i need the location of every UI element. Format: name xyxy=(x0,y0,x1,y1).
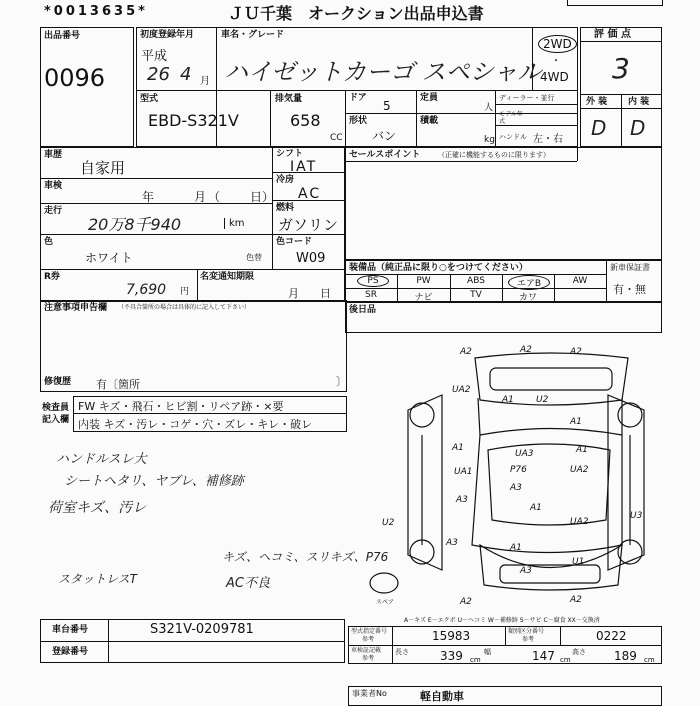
lot-number: 0096 xyxy=(44,64,106,92)
svg-text:A3: A3 xyxy=(456,495,468,505)
class-label: 類別区分番号 xyxy=(508,628,545,635)
inspection-paren-open: （ xyxy=(208,190,221,204)
recycle-unit: 円 xyxy=(180,287,190,297)
svg-text:UA1: UA1 xyxy=(454,467,473,477)
drive-2wd[interactable]: 2WD xyxy=(538,35,577,53)
fuel-label: 燃料 xyxy=(276,203,295,213)
height-unit: cm xyxy=(644,656,655,664)
length-unit: cm xyxy=(470,656,481,664)
interior-label: 内 装 xyxy=(628,97,650,107)
width-unit: cm xyxy=(560,656,571,664)
model-label: 型式 xyxy=(140,94,159,104)
equip-aw[interactable]: AW xyxy=(572,276,588,286)
form-serial: *0013635* xyxy=(44,4,148,19)
repair-close: 〕 xyxy=(336,375,347,388)
inspector-label-2: 記入欄 xyxy=(42,415,70,425)
chassis-label: 車台番号 xyxy=(52,625,89,635)
doors-value: 5 xyxy=(383,99,391,113)
inspection-month: 月 xyxy=(194,190,207,204)
hand-note-1: ハンドルスレ大 xyxy=(56,452,147,467)
height-value: 189 xyxy=(614,649,637,663)
equip-ps[interactable]: PS xyxy=(357,275,389,287)
color-code-label: 色コード xyxy=(276,237,313,247)
inspector-label-1: 検査員 xyxy=(42,403,70,413)
notes-box xyxy=(40,300,347,392)
color-value: ホワイト xyxy=(85,251,133,265)
car-damage-diagram xyxy=(360,340,660,615)
load-label: 積載 xyxy=(420,116,439,126)
svg-text:UA2: UA2 xyxy=(452,385,471,395)
equip-airbag[interactable]: エアB xyxy=(508,275,550,290)
spare-label: スペア xyxy=(376,599,395,606)
repair-value: 有〔箇所 xyxy=(96,378,140,391)
capacity-unit: 人 xyxy=(484,103,494,113)
first-reg-era: 平成 xyxy=(141,49,168,64)
hand-note-5: スタットレスT xyxy=(58,572,137,586)
form-title: ＪＵ千葉 オークション出品申込書 xyxy=(228,4,484,23)
length-label: 長さ xyxy=(395,648,409,656)
equip-leather[interactable]: カワ xyxy=(518,293,537,303)
svg-text:A2: A2 xyxy=(460,597,472,607)
model-value: EBD-S321V xyxy=(148,111,239,130)
first-reg-month: 4 xyxy=(180,64,192,85)
width-label: 幅 xyxy=(484,648,491,656)
load-unit: kg xyxy=(484,135,495,145)
shape-value: バン xyxy=(372,129,397,143)
svg-text:A2: A2 xyxy=(570,347,582,357)
class-value: 0222 xyxy=(596,629,627,643)
shape-label: 形状 xyxy=(349,116,368,126)
equip-navi[interactable]: ナビ xyxy=(414,293,433,303)
evaluation-score: 3 xyxy=(612,52,630,85)
car-name-value: ハイゼットカーゴ スペシャル xyxy=(224,58,542,86)
equip-abs[interactable]: ABS xyxy=(467,276,485,286)
rear-item-box xyxy=(345,302,662,333)
svg-text:A2: A2 xyxy=(520,345,532,355)
svg-text:U2: U2 xyxy=(382,518,395,528)
handle-label: ハンドル xyxy=(499,133,527,141)
inspection-day: 日 xyxy=(250,190,263,204)
damage-legend: A－キズ E－エクボ U－ヘコミ W－補修跡 S－サビ C－腐食 XX－交換済 xyxy=(404,617,600,624)
history-value: 自家用 xyxy=(80,159,126,177)
footer-label: 事業者No xyxy=(352,689,387,698)
aircon-value: AC xyxy=(298,186,322,202)
notes-sub: （不具合箇所の場合は具体的に記入して下さい） xyxy=(118,304,251,311)
notice-month: 月 xyxy=(288,287,299,300)
sales-point-note: （正確に機能するものに限ります） xyxy=(438,151,550,159)
history-label: 車歴 xyxy=(44,150,63,160)
equip-tv[interactable]: TV xyxy=(470,290,482,300)
inspector-fw-row: FW キズ・飛石・ヒビ割・リペア跡・×要 xyxy=(78,400,284,413)
footer-value: 軽自動車 xyxy=(420,690,464,703)
svg-text:A2: A2 xyxy=(570,595,582,605)
equip-sr[interactable]: SR xyxy=(365,290,377,300)
displacement-unit: CC xyxy=(330,133,343,143)
aircon-label: 冷房 xyxy=(276,175,295,185)
displacement-label: 排気量 xyxy=(275,94,303,104)
recycle-value: 7,690 xyxy=(126,282,167,298)
inspector-interior-row: 内装 キズ・汚レ・コゲ・穴・ズレ・キレ・破レ xyxy=(78,418,313,431)
hand-note-6: AC不良 xyxy=(226,576,270,591)
rear-item-label: 後日品 xyxy=(349,305,377,315)
car-name-label: 車名・グレード xyxy=(221,30,285,40)
svg-text:A2: A2 xyxy=(460,347,472,357)
mileage-label: 走行 xyxy=(44,206,63,216)
reg-label: 登録番号 xyxy=(52,647,89,657)
repair-label: 修復歴 xyxy=(44,377,72,387)
svg-text:U1: U1 xyxy=(572,557,585,567)
height-label: 高さ xyxy=(572,648,586,656)
equipment-label: 装備品（純正品に限り○をつけてください） xyxy=(349,263,528,273)
warranty-label: 新車保証書 xyxy=(610,263,650,272)
inspection-label: 車検 xyxy=(44,181,63,191)
exterior-grade: D xyxy=(591,116,607,140)
svg-text:U3: U3 xyxy=(630,511,643,521)
dims-sub: 参考 xyxy=(362,655,375,662)
inspection-year: 年 xyxy=(142,190,155,204)
drive-4wd[interactable]: 4WD xyxy=(540,70,569,84)
warranty-value[interactable]: 有・無 xyxy=(613,283,646,296)
color-code-value: W09 xyxy=(296,251,326,266)
mileage-value: 20万8千940 xyxy=(88,215,182,234)
mileage-unit: km xyxy=(224,218,245,229)
first-reg-month-unit: 月 xyxy=(200,76,210,87)
notes-label: 注意事項申告欄 xyxy=(44,303,108,313)
first-reg-year: 26 xyxy=(147,64,170,85)
evaluation-label: 評 価 点 xyxy=(594,29,631,40)
drive-dot: ・ xyxy=(551,56,561,67)
equip-pw[interactable]: PW xyxy=(416,276,431,286)
inspection-paren-close: ） xyxy=(262,190,275,204)
lot-label: 出品番号 xyxy=(44,31,81,41)
type-cert-label: 型式指定番号 xyxy=(351,628,388,635)
chassis-value: S321V-0209781 xyxy=(150,622,254,637)
notice-label: 名変通知期限 xyxy=(200,272,255,282)
svg-text:UA3: UA3 xyxy=(515,449,534,459)
hand-note-3: 荷室キズ、汚レ xyxy=(48,500,147,516)
svg-text:A3: A3 xyxy=(510,483,522,493)
first-reg-label: 初度登録年月 xyxy=(140,30,195,40)
header-corner-box xyxy=(567,0,663,6)
svg-text:A3: A3 xyxy=(520,566,532,576)
svg-text:A1: A1 xyxy=(530,503,542,513)
dealer-label: ディーラー・並行 xyxy=(499,94,555,102)
svg-text:UA2: UA2 xyxy=(570,517,589,527)
type-cert-value: 15983 xyxy=(432,629,471,643)
doors-label: ドア xyxy=(349,93,367,103)
svg-text:P76: P76 xyxy=(510,465,527,475)
hand-note-4: キズ、ヘコミ、スリキズ、P76 xyxy=(222,550,389,564)
svg-text:A1: A1 xyxy=(570,417,582,427)
recycle-label: R券 xyxy=(44,272,60,282)
shift-label: シフト xyxy=(276,149,304,159)
handle-value: 左・右 xyxy=(533,134,563,145)
model-year-label: モデル年式 xyxy=(499,111,523,125)
interior-grade: D xyxy=(630,116,646,140)
color-change-label: 色替 xyxy=(246,253,262,262)
notice-day: 日 xyxy=(320,287,331,300)
length-value: 339 xyxy=(440,649,463,663)
svg-text:U2: U2 xyxy=(536,395,549,405)
width-value: 147 xyxy=(532,649,555,663)
capacity-label: 定員 xyxy=(420,93,439,103)
svg-text:A3: A3 xyxy=(446,538,458,548)
hand-note-2: シートヘタリ、ヤブレ、補修跡 xyxy=(64,474,244,489)
svg-text:A1: A1 xyxy=(452,443,464,453)
type-cert-sub: 参考 xyxy=(362,636,375,643)
fuel-value: ガソリン xyxy=(278,216,339,234)
svg-text:A1: A1 xyxy=(510,543,522,553)
svg-text:A1: A1 xyxy=(502,395,514,405)
svg-text:UA2: UA2 xyxy=(570,465,589,475)
dims-label: 車検証記載 xyxy=(351,647,382,654)
sales-point-label: セールスポイント xyxy=(349,150,421,160)
displacement-value: 658 xyxy=(290,111,321,130)
sales-point-box xyxy=(345,147,662,260)
exterior-label: 外 装 xyxy=(586,97,608,107)
svg-text:A1: A1 xyxy=(576,445,588,455)
color-label: 色 xyxy=(44,237,54,247)
shift-value: IAT xyxy=(290,159,318,175)
footer-box xyxy=(348,686,662,706)
class-sub: 参考 xyxy=(522,636,535,643)
